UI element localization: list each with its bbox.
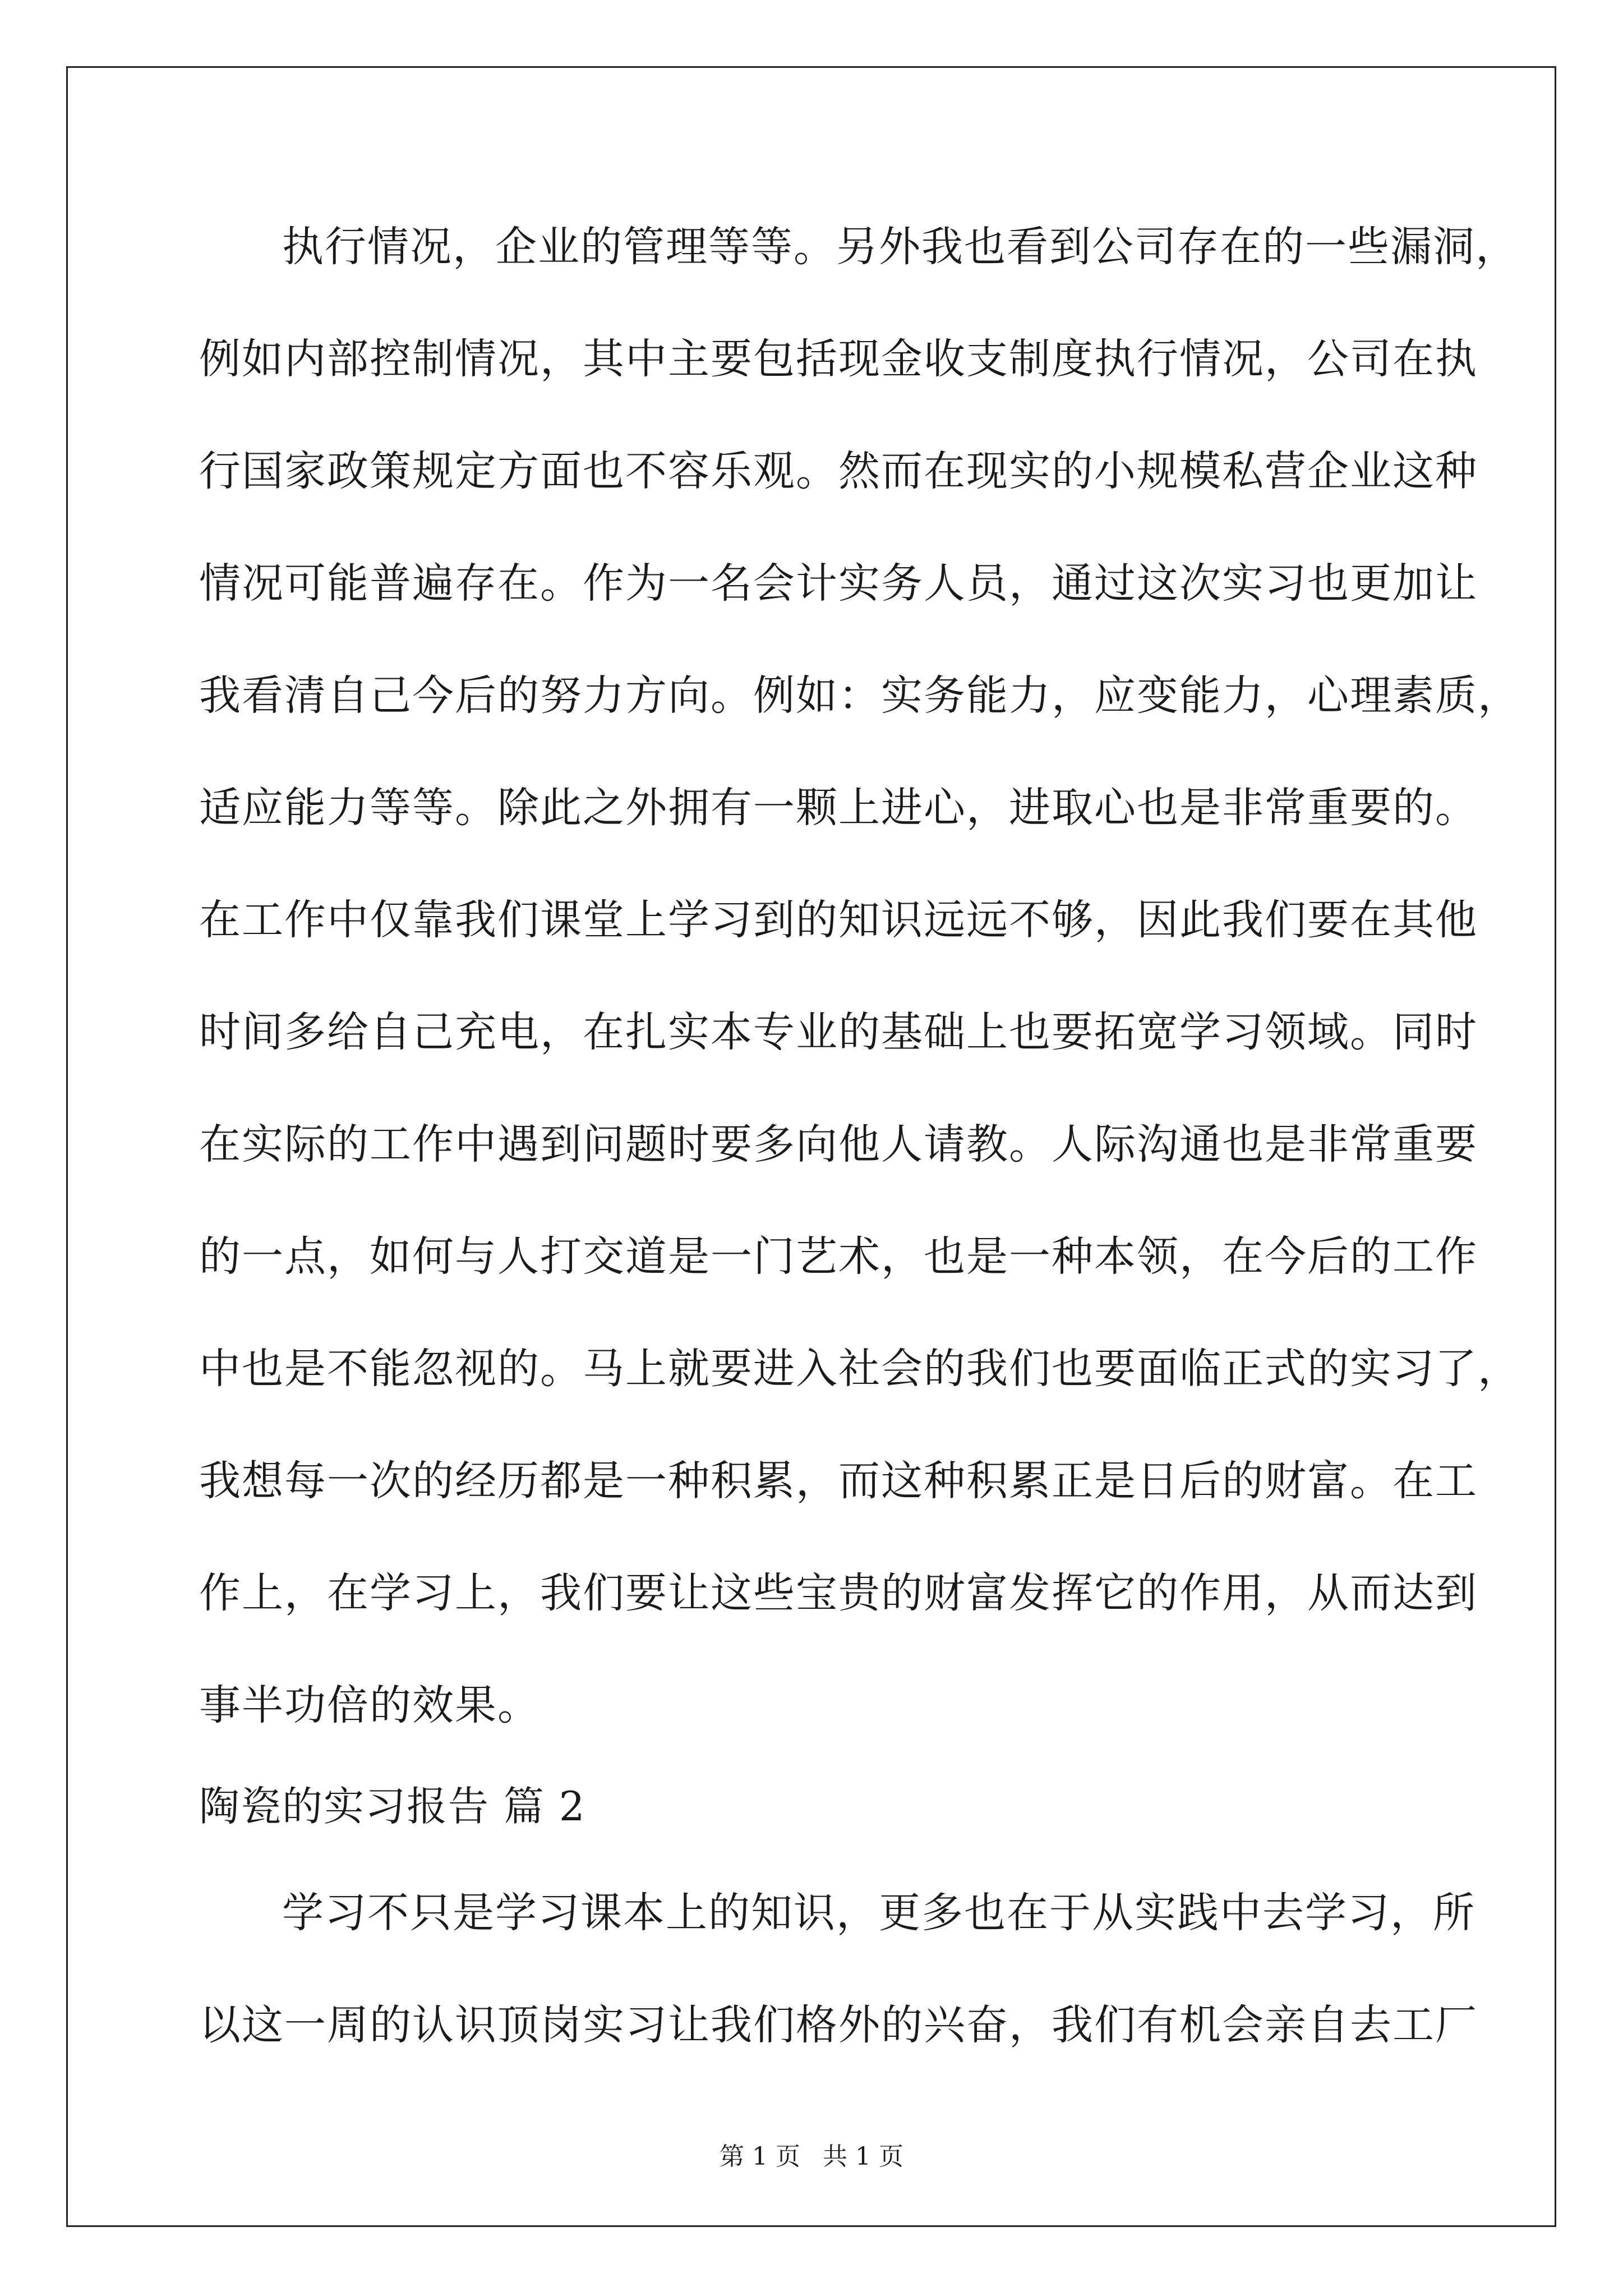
text-line: 我想每一次的经历都是一种积累，而这种积累正是日后的财富。在工 <box>199 1457 1478 1505</box>
text-line: 在实际的工作中遇到问题时要多向他人请教。人际沟通也是非常重要 <box>199 1120 1478 1168</box>
text-line: 例如内部控制情况，其中主要包括现金收支制度执行情况，公司在执 <box>199 335 1478 383</box>
text-line: 的一点，如何与人打交道是一门艺术，也是一种本领，在今后的工作 <box>199 1232 1478 1281</box>
text-line: 我看清自己今后的努力方向。例如：实务能力，应变能力，心理素质， <box>199 671 1520 720</box>
text-line: 作上，在学习上，我们要让这些宝贵的财富发挥它的作用，从而达到 <box>199 1569 1478 1617</box>
text-line: 事半功倍的效果。 <box>199 1681 540 1729</box>
text-line: 行国家政策规定方面也不容乐观。然而在现实的小规模私营企业这种 <box>199 447 1478 495</box>
text-line: 以这一周的认识顶岗实习让我们格外的兴奋，我们有机会亲自去工厂 <box>199 2001 1478 2049</box>
text-line: 在工作中仅靠我们课堂上学习到的知识远远不够，因此我们要在其他 <box>199 896 1478 944</box>
page-footer <box>0 2140 1623 2174</box>
page-number-total: 共 1 页 <box>823 2142 903 2171</box>
text-line: 学习不只是学习课本上的知识，更多也在于从实践中去学习，所 <box>282 1889 1476 1937</box>
text-line: 执行情况，企业的管理等等。另外我也看到公司存在的一些漏洞， <box>282 223 1518 271</box>
text-line: 中也是不能忽视的。马上就要进入社会的我们也要面临正式的实习了， <box>199 1345 1520 1393</box>
text-line: 适应能力等等。除此之外拥有一颗上进心，进取心也是非常重要的。 <box>199 784 1478 832</box>
section-heading: 陶瓷的实习报告 篇 2 <box>199 1783 586 1830</box>
text-line: 时间多给自己充电，在扎实本专业的基础上也要拓宽学习领域。同时 <box>199 1008 1478 1056</box>
page-number-current: 第 1 页 <box>720 2142 800 2171</box>
text-line: 情况可能普遍存在。作为一名会计实务人员，通过这次实习也更加让 <box>199 559 1478 608</box>
